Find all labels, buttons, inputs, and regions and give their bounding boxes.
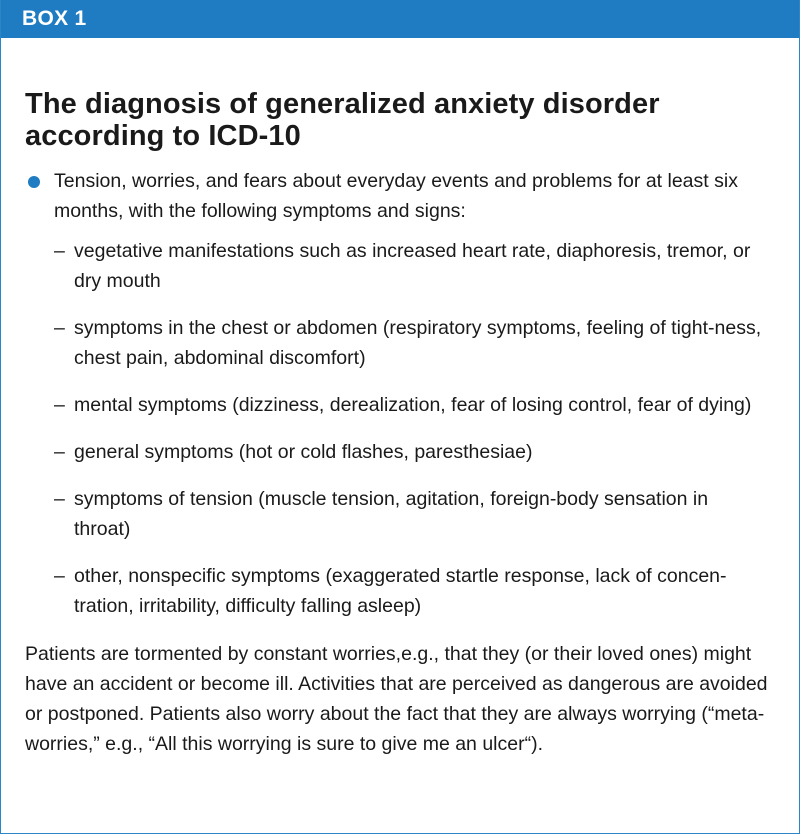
box-title-line-1: The diagnosis of generalized anxiety disorder bbox=[25, 88, 660, 120]
symptom-item-text: symptoms in the chest or abdomen (respiratory symptoms, feeling of tight-ness, chest pain, abdominal discomfort) bbox=[74, 317, 762, 369]
box-title-line-2: according to ICD-10 bbox=[25, 120, 301, 152]
symptom-item bbox=[54, 390, 769, 420]
dash-marker: – bbox=[54, 565, 65, 587]
symptom-item-text: mental symptoms (dizziness, derealization, fear of losing control, fear of dying) bbox=[74, 394, 752, 416]
box-title bbox=[25, 88, 799, 152]
criteria-main-item bbox=[1, 166, 799, 621]
dash-marker: – bbox=[54, 488, 65, 510]
symptom-list bbox=[54, 236, 769, 621]
dash-marker: – bbox=[54, 240, 65, 262]
dash-marker: – bbox=[54, 441, 65, 463]
symptom-item bbox=[54, 236, 769, 296]
dash-marker: – bbox=[54, 394, 65, 416]
symptom-item-text: general symptoms (hot or cold flashes, paresthesiae) bbox=[74, 441, 533, 463]
summary-paragraph: Patients are tormented by constant worries,e.g., that they (or their loved ones) might have an accident or become ill. Activities that are perceived as dangerous are avoided or postponed. Patients also worry about the fact that they are always worrying (“meta-worries,” e.g., “All this worrying is sure to give me an ulcer“). bbox=[25, 643, 768, 755]
symptom-item bbox=[54, 484, 769, 544]
symptom-item-text: vegetative manifestations such as increased heart rate, diaphoresis, tremor, or dry mouth bbox=[74, 240, 751, 292]
symptom-item bbox=[54, 437, 769, 467]
dash-marker: – bbox=[54, 317, 65, 339]
box-label: BOX 1 bbox=[1, 0, 799, 38]
symptom-item-text: other, nonspecific symptoms (exaggerated startle response, lack of concen-tration, irritability, difficulty falling asleep) bbox=[74, 565, 727, 617]
bullet-dot-icon bbox=[28, 176, 40, 188]
symptom-item-text: symptoms of tension (muscle tension, agitation, foreign-body sensation in throat) bbox=[74, 488, 709, 540]
criteria-list bbox=[1, 166, 799, 621]
symptom-item bbox=[54, 313, 769, 373]
main-item-text: Tension, worries, and fears about everyday events and problems for at least six months, with the following symptoms and signs: bbox=[54, 170, 738, 222]
symptom-item bbox=[54, 561, 769, 621]
